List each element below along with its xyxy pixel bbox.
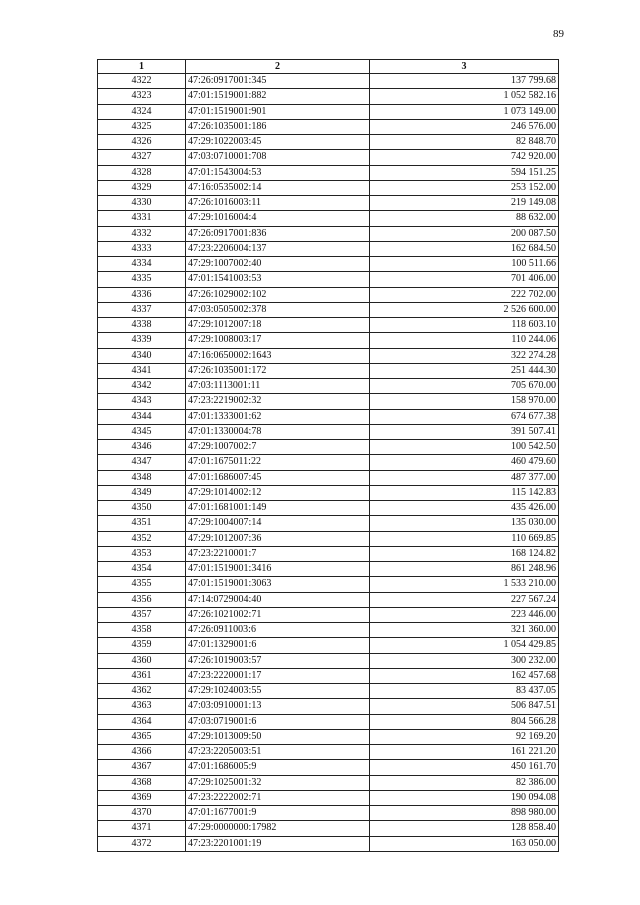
cadastral-value-cell: 804 566.28 bbox=[370, 714, 559, 729]
cadastral-value-cell: 82 386.00 bbox=[370, 775, 559, 790]
cadastral-value-cell: 450 161.70 bbox=[370, 760, 559, 775]
row-number-cell: 4344 bbox=[98, 409, 186, 424]
cadastral-number-cell: 47:14:0729004:40 bbox=[186, 592, 370, 607]
cadastral-number-cell: 47:01:1675011:22 bbox=[186, 455, 370, 470]
row-number-cell: 4371 bbox=[98, 821, 186, 836]
cadastral-number-cell: 47:03:0719001:6 bbox=[186, 714, 370, 729]
cadastral-value-cell: 222 702.00 bbox=[370, 287, 559, 302]
row-number-cell: 4352 bbox=[98, 531, 186, 546]
cadastral-value-cell: 128 858.40 bbox=[370, 821, 559, 836]
row-number-cell: 4354 bbox=[98, 562, 186, 577]
cadastral-value-cell: 674 677.38 bbox=[370, 409, 559, 424]
cadastral-value-cell: 506 847.51 bbox=[370, 699, 559, 714]
cadastral-number-cell: 47:03:0505002:378 bbox=[186, 302, 370, 317]
cadastral-value-cell: 223 446.00 bbox=[370, 607, 559, 622]
table-row bbox=[98, 714, 559, 729]
table-row bbox=[98, 745, 559, 760]
row-number-cell: 4348 bbox=[98, 470, 186, 485]
table-row bbox=[98, 699, 559, 714]
cadastral-value-cell: 200 087.50 bbox=[370, 226, 559, 241]
cadastral-number-cell: 47:01:1519001:3416 bbox=[186, 562, 370, 577]
cadastral-value-cell: 137 799.68 bbox=[370, 74, 559, 89]
table-row bbox=[98, 638, 559, 653]
column-header-1: 1 bbox=[98, 60, 186, 74]
row-number-cell: 4329 bbox=[98, 180, 186, 195]
table-row bbox=[98, 150, 559, 165]
row-number-cell: 4350 bbox=[98, 501, 186, 516]
row-number-cell: 4355 bbox=[98, 577, 186, 592]
cadastral-value-cell: 162 684.50 bbox=[370, 241, 559, 256]
table-row bbox=[98, 592, 559, 607]
table-row bbox=[98, 516, 559, 531]
cadastral-value-cell: 300 232.00 bbox=[370, 653, 559, 668]
cadastral-number-cell: 47:01:1519001:882 bbox=[186, 89, 370, 104]
table-row bbox=[98, 287, 559, 302]
table-row bbox=[98, 241, 559, 256]
cadastral-number-cell: 47:23:2210001:7 bbox=[186, 546, 370, 561]
cadastral-number-cell: 47:01:1543004:53 bbox=[186, 165, 370, 180]
row-number-cell: 4349 bbox=[98, 485, 186, 500]
row-number-cell: 4368 bbox=[98, 775, 186, 790]
cadastral-number-cell: 47:23:2219002:32 bbox=[186, 394, 370, 409]
cadastral-number-cell: 47:03:0710001:708 bbox=[186, 150, 370, 165]
cadastral-number-cell: 47:26:0917001:836 bbox=[186, 226, 370, 241]
table-row bbox=[98, 348, 559, 363]
cadastral-number-cell: 47:29:1007002:7 bbox=[186, 440, 370, 455]
row-number-cell: 4351 bbox=[98, 516, 186, 531]
table-row bbox=[98, 394, 559, 409]
row-number-cell: 4366 bbox=[98, 745, 186, 760]
table-row bbox=[98, 684, 559, 699]
table-row bbox=[98, 501, 559, 516]
row-number-cell: 4342 bbox=[98, 379, 186, 394]
cadastral-number-cell: 47:03:0910001:13 bbox=[186, 699, 370, 714]
cadastral-value-cell: 1 533 210.00 bbox=[370, 577, 559, 592]
row-number-cell: 4353 bbox=[98, 546, 186, 561]
table-row bbox=[98, 135, 559, 150]
row-number-cell: 4364 bbox=[98, 714, 186, 729]
table-row bbox=[98, 119, 559, 134]
row-number-cell: 4335 bbox=[98, 272, 186, 287]
cadastral-number-cell: 47:01:1677001:9 bbox=[186, 806, 370, 821]
cadastral-value-cell: 321 360.00 bbox=[370, 623, 559, 638]
row-number-cell: 4340 bbox=[98, 348, 186, 363]
cadastral-number-cell: 47:29:0000000:17982 bbox=[186, 821, 370, 836]
cadastral-value-cell: 219 149.08 bbox=[370, 196, 559, 211]
row-number-cell: 4324 bbox=[98, 104, 186, 119]
table-row bbox=[98, 455, 559, 470]
cadastral-number-cell: 47:29:1008003:17 bbox=[186, 333, 370, 348]
row-number-cell: 4363 bbox=[98, 699, 186, 714]
cadastral-number-cell: 47:01:1686007:45 bbox=[186, 470, 370, 485]
cadastral-value-cell: 83 437.05 bbox=[370, 684, 559, 699]
row-number-cell: 4367 bbox=[98, 760, 186, 775]
cadastral-value-cell: 705 670.00 bbox=[370, 379, 559, 394]
cadastral-number-cell: 47:01:1333001:62 bbox=[186, 409, 370, 424]
table-row bbox=[98, 333, 559, 348]
row-number-cell: 4327 bbox=[98, 150, 186, 165]
table-row bbox=[98, 790, 559, 805]
row-number-cell: 4337 bbox=[98, 302, 186, 317]
cadastral-number-cell: 47:26:1016003:11 bbox=[186, 196, 370, 211]
cadastral-value-table bbox=[97, 59, 559, 852]
table-row bbox=[98, 363, 559, 378]
cadastral-number-cell: 47:26:0917001:345 bbox=[186, 74, 370, 89]
table-row bbox=[98, 409, 559, 424]
cadastral-value-cell: 594 151.25 bbox=[370, 165, 559, 180]
cadastral-value-cell: 251 444.30 bbox=[370, 363, 559, 378]
table-row bbox=[98, 531, 559, 546]
table-row bbox=[98, 821, 559, 836]
cadastral-number-cell: 47:01:1330004:78 bbox=[186, 424, 370, 439]
cadastral-number-cell: 47:23:2222002:71 bbox=[186, 790, 370, 805]
cadastral-value-cell: 92 169.20 bbox=[370, 729, 559, 744]
row-number-cell: 4330 bbox=[98, 196, 186, 211]
column-header-2: 2 bbox=[186, 60, 370, 74]
table-row bbox=[98, 836, 559, 851]
cadastral-number-cell: 47:26:1035001:172 bbox=[186, 363, 370, 378]
cadastral-value-cell: 100 511.66 bbox=[370, 257, 559, 272]
cadastral-number-cell: 47:29:1004007:14 bbox=[186, 516, 370, 531]
cadastral-number-cell: 47:26:0911003:6 bbox=[186, 623, 370, 638]
table-row bbox=[98, 318, 559, 333]
table-row bbox=[98, 211, 559, 226]
table-row bbox=[98, 470, 559, 485]
row-number-cell: 4372 bbox=[98, 836, 186, 851]
row-number-cell: 4323 bbox=[98, 89, 186, 104]
cadastral-value-cell: 118 603.10 bbox=[370, 318, 559, 333]
cadastral-number-cell: 47:29:1013009:50 bbox=[186, 729, 370, 744]
row-number-cell: 4369 bbox=[98, 790, 186, 805]
row-number-cell: 4343 bbox=[98, 394, 186, 409]
row-number-cell: 4326 bbox=[98, 135, 186, 150]
row-number-cell: 4331 bbox=[98, 211, 186, 226]
row-number-cell: 4356 bbox=[98, 592, 186, 607]
row-number-cell: 4357 bbox=[98, 607, 186, 622]
cadastral-number-cell: 47:23:2206004:137 bbox=[186, 241, 370, 256]
cadastral-number-cell: 47:01:1329001:6 bbox=[186, 638, 370, 653]
cadastral-value-cell: 701 406.00 bbox=[370, 272, 559, 287]
cadastral-value-cell: 1 073 149.00 bbox=[370, 104, 559, 119]
page-number: 89 bbox=[553, 28, 564, 40]
row-number-cell: 4346 bbox=[98, 440, 186, 455]
cadastral-value-cell: 115 142.83 bbox=[370, 485, 559, 500]
row-number-cell: 4358 bbox=[98, 623, 186, 638]
table-row bbox=[98, 196, 559, 211]
cadastral-number-cell: 47:29:1012007:18 bbox=[186, 318, 370, 333]
cadastral-number-cell: 47:26:1021002:71 bbox=[186, 607, 370, 622]
cadastral-number-cell: 47:29:1014002:12 bbox=[186, 485, 370, 500]
cadastral-value-cell: 227 567.24 bbox=[370, 592, 559, 607]
table-row bbox=[98, 104, 559, 119]
table-row bbox=[98, 775, 559, 790]
cadastral-number-cell: 47:29:1024003:55 bbox=[186, 684, 370, 699]
row-number-cell: 4345 bbox=[98, 424, 186, 439]
cadastral-value-cell: 110 244.06 bbox=[370, 333, 559, 348]
row-number-cell: 4359 bbox=[98, 638, 186, 653]
table-row bbox=[98, 760, 559, 775]
table-row bbox=[98, 668, 559, 683]
cadastral-number-cell: 47:01:1541003:53 bbox=[186, 272, 370, 287]
row-number-cell: 4360 bbox=[98, 653, 186, 668]
cadastral-value-cell: 391 507.41 bbox=[370, 424, 559, 439]
cadastral-value-cell: 460 479.60 bbox=[370, 455, 559, 470]
cadastral-value-cell: 135 030.00 bbox=[370, 516, 559, 531]
table-row bbox=[98, 257, 559, 272]
row-number-cell: 4339 bbox=[98, 333, 186, 348]
cadastral-value-cell: 100 542.50 bbox=[370, 440, 559, 455]
cadastral-value-cell: 742 920.00 bbox=[370, 150, 559, 165]
table-row bbox=[98, 729, 559, 744]
table-row bbox=[98, 485, 559, 500]
table-row bbox=[98, 440, 559, 455]
cadastral-value-cell: 82 848.70 bbox=[370, 135, 559, 150]
cadastral-number-cell: 47:01:1686005:9 bbox=[186, 760, 370, 775]
table-body bbox=[98, 74, 559, 852]
cadastral-number-cell: 47:16:0535002:14 bbox=[186, 180, 370, 195]
row-number-cell: 4336 bbox=[98, 287, 186, 302]
cadastral-number-cell: 47:29:1022003:45 bbox=[186, 135, 370, 150]
table-row bbox=[98, 180, 559, 195]
row-number-cell: 4325 bbox=[98, 119, 186, 134]
cadastral-value-cell: 168 124.82 bbox=[370, 546, 559, 561]
cadastral-value-cell: 88 632.00 bbox=[370, 211, 559, 226]
cadastral-value-cell: 158 970.00 bbox=[370, 394, 559, 409]
row-number-cell: 4361 bbox=[98, 668, 186, 683]
cadastral-value-cell: 110 669.85 bbox=[370, 531, 559, 546]
cadastral-number-cell: 47:29:1016004:4 bbox=[186, 211, 370, 226]
row-number-cell: 4347 bbox=[98, 455, 186, 470]
table-row bbox=[98, 562, 559, 577]
table-row bbox=[98, 653, 559, 668]
table-row bbox=[98, 424, 559, 439]
table-row bbox=[98, 272, 559, 287]
row-number-cell: 4332 bbox=[98, 226, 186, 241]
table-row bbox=[98, 226, 559, 241]
cadastral-number-cell: 47:01:1519001:901 bbox=[186, 104, 370, 119]
column-header-3: 3 bbox=[370, 60, 559, 74]
cadastral-value-cell: 163 050.00 bbox=[370, 836, 559, 851]
table-row bbox=[98, 546, 559, 561]
cadastral-number-cell: 47:29:1012007:36 bbox=[186, 531, 370, 546]
cadastral-value-cell: 2 526 600.00 bbox=[370, 302, 559, 317]
table-row bbox=[98, 302, 559, 317]
table-row bbox=[98, 623, 559, 638]
table-row bbox=[98, 607, 559, 622]
cadastral-value-cell: 190 094.08 bbox=[370, 790, 559, 805]
table-row bbox=[98, 165, 559, 180]
cadastral-number-cell: 47:23:2205003:51 bbox=[186, 745, 370, 760]
row-number-cell: 4338 bbox=[98, 318, 186, 333]
row-number-cell: 4328 bbox=[98, 165, 186, 180]
cadastral-value-cell: 435 426.00 bbox=[370, 501, 559, 516]
row-number-cell: 4333 bbox=[98, 241, 186, 256]
table-row bbox=[98, 577, 559, 592]
cadastral-number-cell: 47:16:0650002:1643 bbox=[186, 348, 370, 363]
table-row bbox=[98, 89, 559, 104]
cadastral-number-cell: 47:29:1007002:40 bbox=[186, 257, 370, 272]
cadastral-number-cell: 47:01:1681001:149 bbox=[186, 501, 370, 516]
cadastral-number-cell: 47:23:2201001:19 bbox=[186, 836, 370, 851]
cadastral-number-cell: 47:26:1035001:186 bbox=[186, 119, 370, 134]
table-row bbox=[98, 379, 559, 394]
cadastral-number-cell: 47:26:1019003:57 bbox=[186, 653, 370, 668]
cadastral-number-cell: 47:01:1519001:3063 bbox=[186, 577, 370, 592]
cadastral-number-cell: 47:29:1025001:32 bbox=[186, 775, 370, 790]
row-number-cell: 4341 bbox=[98, 363, 186, 378]
table-header-row bbox=[98, 60, 559, 74]
cadastral-value-cell: 861 248.96 bbox=[370, 562, 559, 577]
cadastral-value-cell: 246 576.00 bbox=[370, 119, 559, 134]
table-row bbox=[98, 806, 559, 821]
cadastral-value-cell: 162 457.68 bbox=[370, 668, 559, 683]
cadastral-value-cell: 161 221.20 bbox=[370, 745, 559, 760]
cadastral-value-cell: 322 274.28 bbox=[370, 348, 559, 363]
cadastral-number-cell: 47:26:1029002:102 bbox=[186, 287, 370, 302]
cadastral-value-cell: 1 054 429.85 bbox=[370, 638, 559, 653]
cadastral-value-cell: 253 152.00 bbox=[370, 180, 559, 195]
row-number-cell: 4334 bbox=[98, 257, 186, 272]
table-row bbox=[98, 74, 559, 89]
row-number-cell: 4362 bbox=[98, 684, 186, 699]
cadastral-number-cell: 47:03:1113001:11 bbox=[186, 379, 370, 394]
cadastral-value-cell: 487 377.00 bbox=[370, 470, 559, 485]
cadastral-value-cell: 1 052 582.16 bbox=[370, 89, 559, 104]
row-number-cell: 4365 bbox=[98, 729, 186, 744]
cadastral-value-cell: 898 980.00 bbox=[370, 806, 559, 821]
cadastral-number-cell: 47:23:2220001:17 bbox=[186, 668, 370, 683]
row-number-cell: 4322 bbox=[98, 74, 186, 89]
row-number-cell: 4370 bbox=[98, 806, 186, 821]
